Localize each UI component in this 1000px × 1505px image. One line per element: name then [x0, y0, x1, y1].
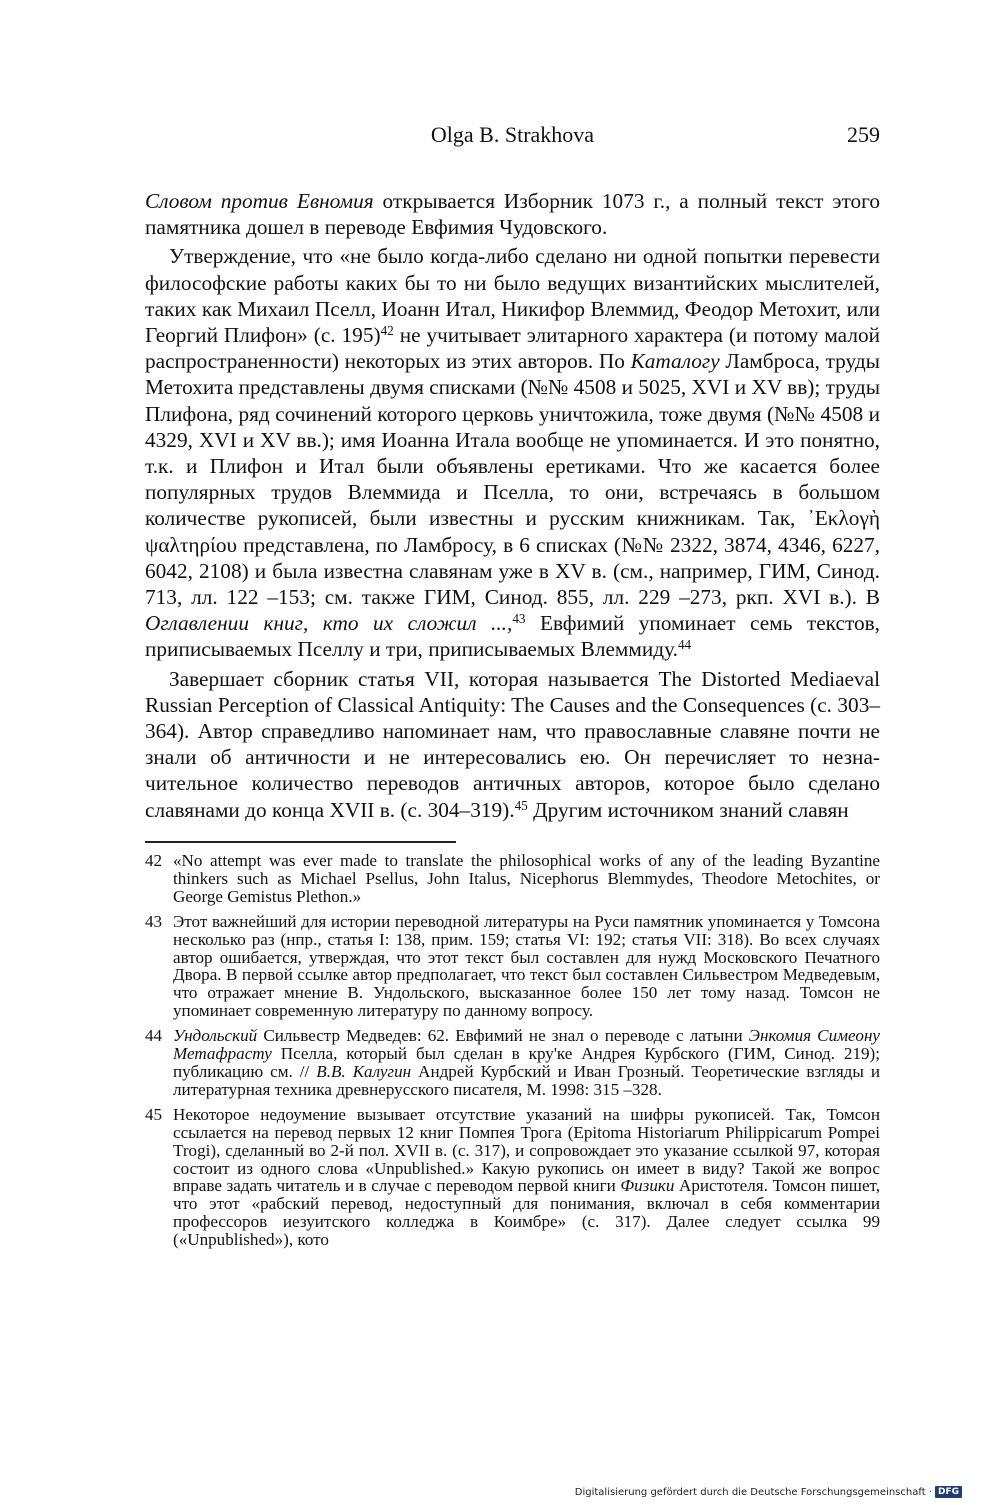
greek-title: ᾽Εκλογὴ ψαλτηρίου	[145, 506, 880, 557]
footnote-text: Некоторое недоумение вызывает отсутствие указаний на шифры рукописей. Так, Томсон ссылается на перевод первых 12 книг Помпея Трога (Epitoma Historiarum Philippicarum Pompei Trogi), сделанный во 2-й пол. XVII в. (с. 317), и сопровождает это указание ссылкой 97, которая состоит из одного слова «Unpublished.» Какую рукопись он имеет в виду? Такой же вопрос вправе задать читатель и в случае с переводом первой книги	[173, 1104, 880, 1196]
dfg-funding-text: Digitalisierung gefördert durch die Deutsche Forschungsgemeinschaft ·	[574, 1486, 932, 1498]
paragraph-3-part-1: Завершает сборник статья VII, которая называется The Distorted Mediaeval Russian Perception of Classical Antiquity: The Causes and the Consequences (с. 303–364). Автор справедливо напоминает нам, что православные славяне почти не знали об античности и не интересовались ею. Он перечисляет то незначительное количество переводов античных авторов, которое было сделано славянами до конца XVII в. (с. 304–319).	[145, 666, 880, 822]
footnote-italic: Энкомия Симеону Метафрасту	[173, 1026, 881, 1064]
paragraph-2	[145, 243, 880, 662]
footnote-number: 42	[145, 851, 163, 870]
footnote-text: Пселла, который был сделан в кру'ке Андрея Курбского (ГИМ, Синод. 219); публикацию см. //	[173, 1044, 880, 1081]
italic-oglavlenie: Оглавлении книг, кто их сложил ...,	[145, 611, 513, 636]
paragraph-3-part-2: Другим источником знаний славян	[527, 797, 849, 822]
italic-catalog: Каталогу	[630, 349, 720, 374]
dfg-logo: DFG	[935, 1486, 962, 1498]
italic-title-evnomiya: Словом против Евномия	[145, 189, 374, 213]
footnote-italic: Ундольский	[173, 1026, 258, 1046]
footnote-ref-44: 44	[677, 637, 692, 653]
footnote-42	[145, 852, 880, 906]
footnote-number: 45	[145, 1104, 163, 1124]
footnote-44	[145, 1027, 880, 1099]
footnotes	[145, 852, 880, 1256]
footnote-text: Аристотеля. Томсон пишет, что этот «рабский перевод, недоступный для понимания, включал в себя комментарии профессоров иезуитского колледжа в Коимбре» (с. 317). Далее следует ссылка 99 («Unpublished»), кото	[173, 1176, 881, 1250]
footnote-number: 43	[145, 911, 163, 931]
footnote-ref-43: 43	[512, 611, 526, 626]
paragraph-1	[145, 188, 880, 240]
paragraph-1-text: открывается Изборник 1073 г., а полный текст этого памятника дошел в переводе Евфимия Чудовского.	[145, 189, 880, 240]
footnote-text: Сильвестр Медведев: 62. Евфимий не знал о переводе с латыни	[257, 1026, 749, 1046]
footnote-italic: Физики	[620, 1176, 675, 1196]
paragraph-2-part-1: Утверждение, что «не было когда-либо сделано ни одной попытки перевести философские работы каких бы то ни было ведущих византийских мыслителей, таких как Михаил Пселл, Иоанн Итал, Никифор Влеммид, Феодор Метохит, или Георгий Плифон» (с. 195)	[145, 244, 880, 348]
footnote-45	[145, 1106, 880, 1249]
paragraph-2-part-5: Евфимий упоминает семь текстов, приписываемых Пселлу и три, приписываемых Влеммиду.	[145, 611, 880, 662]
footnote-text: Андрей Курбский и Иван Грозный. Теоретические взгляды и литературная техника древнерусского писателя, М. 1998: 315 –328.	[173, 1061, 880, 1099]
running-header-author: Olga B. Strakhova	[430, 122, 595, 147]
footnote-ref-45: 45	[514, 797, 528, 813]
paragraph-2-part-3: Ламброса, труды Метохита представлены двумя списками (№№ 4508 и 5025, XVI и XV вв); труды Плифона, ряд сочинений которого церковь уничтожила, тоже двумя (№№ 4508 и 4329, XVI и XV вв.); имя Иоанна Итала вообще не упоминается. И это понятно, т.к. и Плифон и Итал были объявлены еретиками. Что же касается более популярных трудов Влеммида и Пселла, то они, встречаясь в большом количестве рукописей, были известны и русским книжникам. Так,	[145, 349, 880, 531]
footnote-text: Этот важнейший для истории переводной литературы на Руси памятник упоминается у Томсона несколько раз (нпр., статья I: 138, прим. 159; статья VI: 192; статья VII: 318). Во всех случаях автор ошибается, утверждая, что этот текст был составлен для нужд Московского Печатного Двора. В первой ссылке автор предполагает, что текст был составлен Сильвестром Медведевым, что отражает мнение В. Ундольского, высказанное более 150 лет тому назад. Томсон не упоминает современную литературу по данному вопросу.	[173, 911, 880, 1021]
footnote-text: «No attempt was ever made to translate the philosophical works of any of the leading Byzantine thinkers such as Michael Psellus, John Italus, Nicephorus Blemmydes, Theodore Metochites, or George Gemistus Plethon.»	[173, 851, 880, 906]
footnote-43	[145, 913, 880, 1020]
main-text	[145, 188, 880, 823]
footnote-italic: В.В. Калугин	[316, 1061, 412, 1081]
running-header	[145, 122, 880, 152]
paragraph-2-part-4: представлена, по Ламбросу, в 6 списках (№№ 2322, 3874, 4346, 6227, 6042, 2108) и была известна славянам уже в XV в. (см., например, ГИМ, Синод. 713, лл. 122 –153; см. также ГИМ, Синод. 855, лл. 229 –273, ркп. XVI в.). В	[145, 532, 880, 610]
footnote-ref-42: 42	[380, 322, 394, 338]
paragraph-2-part-2: не учитывает элитарного характера (и потому малой распространенности) некоторых из этих авторов. По	[145, 323, 880, 374]
footnote-number: 44	[145, 1026, 163, 1046]
paragraph-3	[145, 666, 880, 823]
dfg-funding-notice	[575, 1486, 962, 1498]
footnote-separator-rule	[145, 841, 456, 843]
page-number: 259	[847, 122, 880, 147]
